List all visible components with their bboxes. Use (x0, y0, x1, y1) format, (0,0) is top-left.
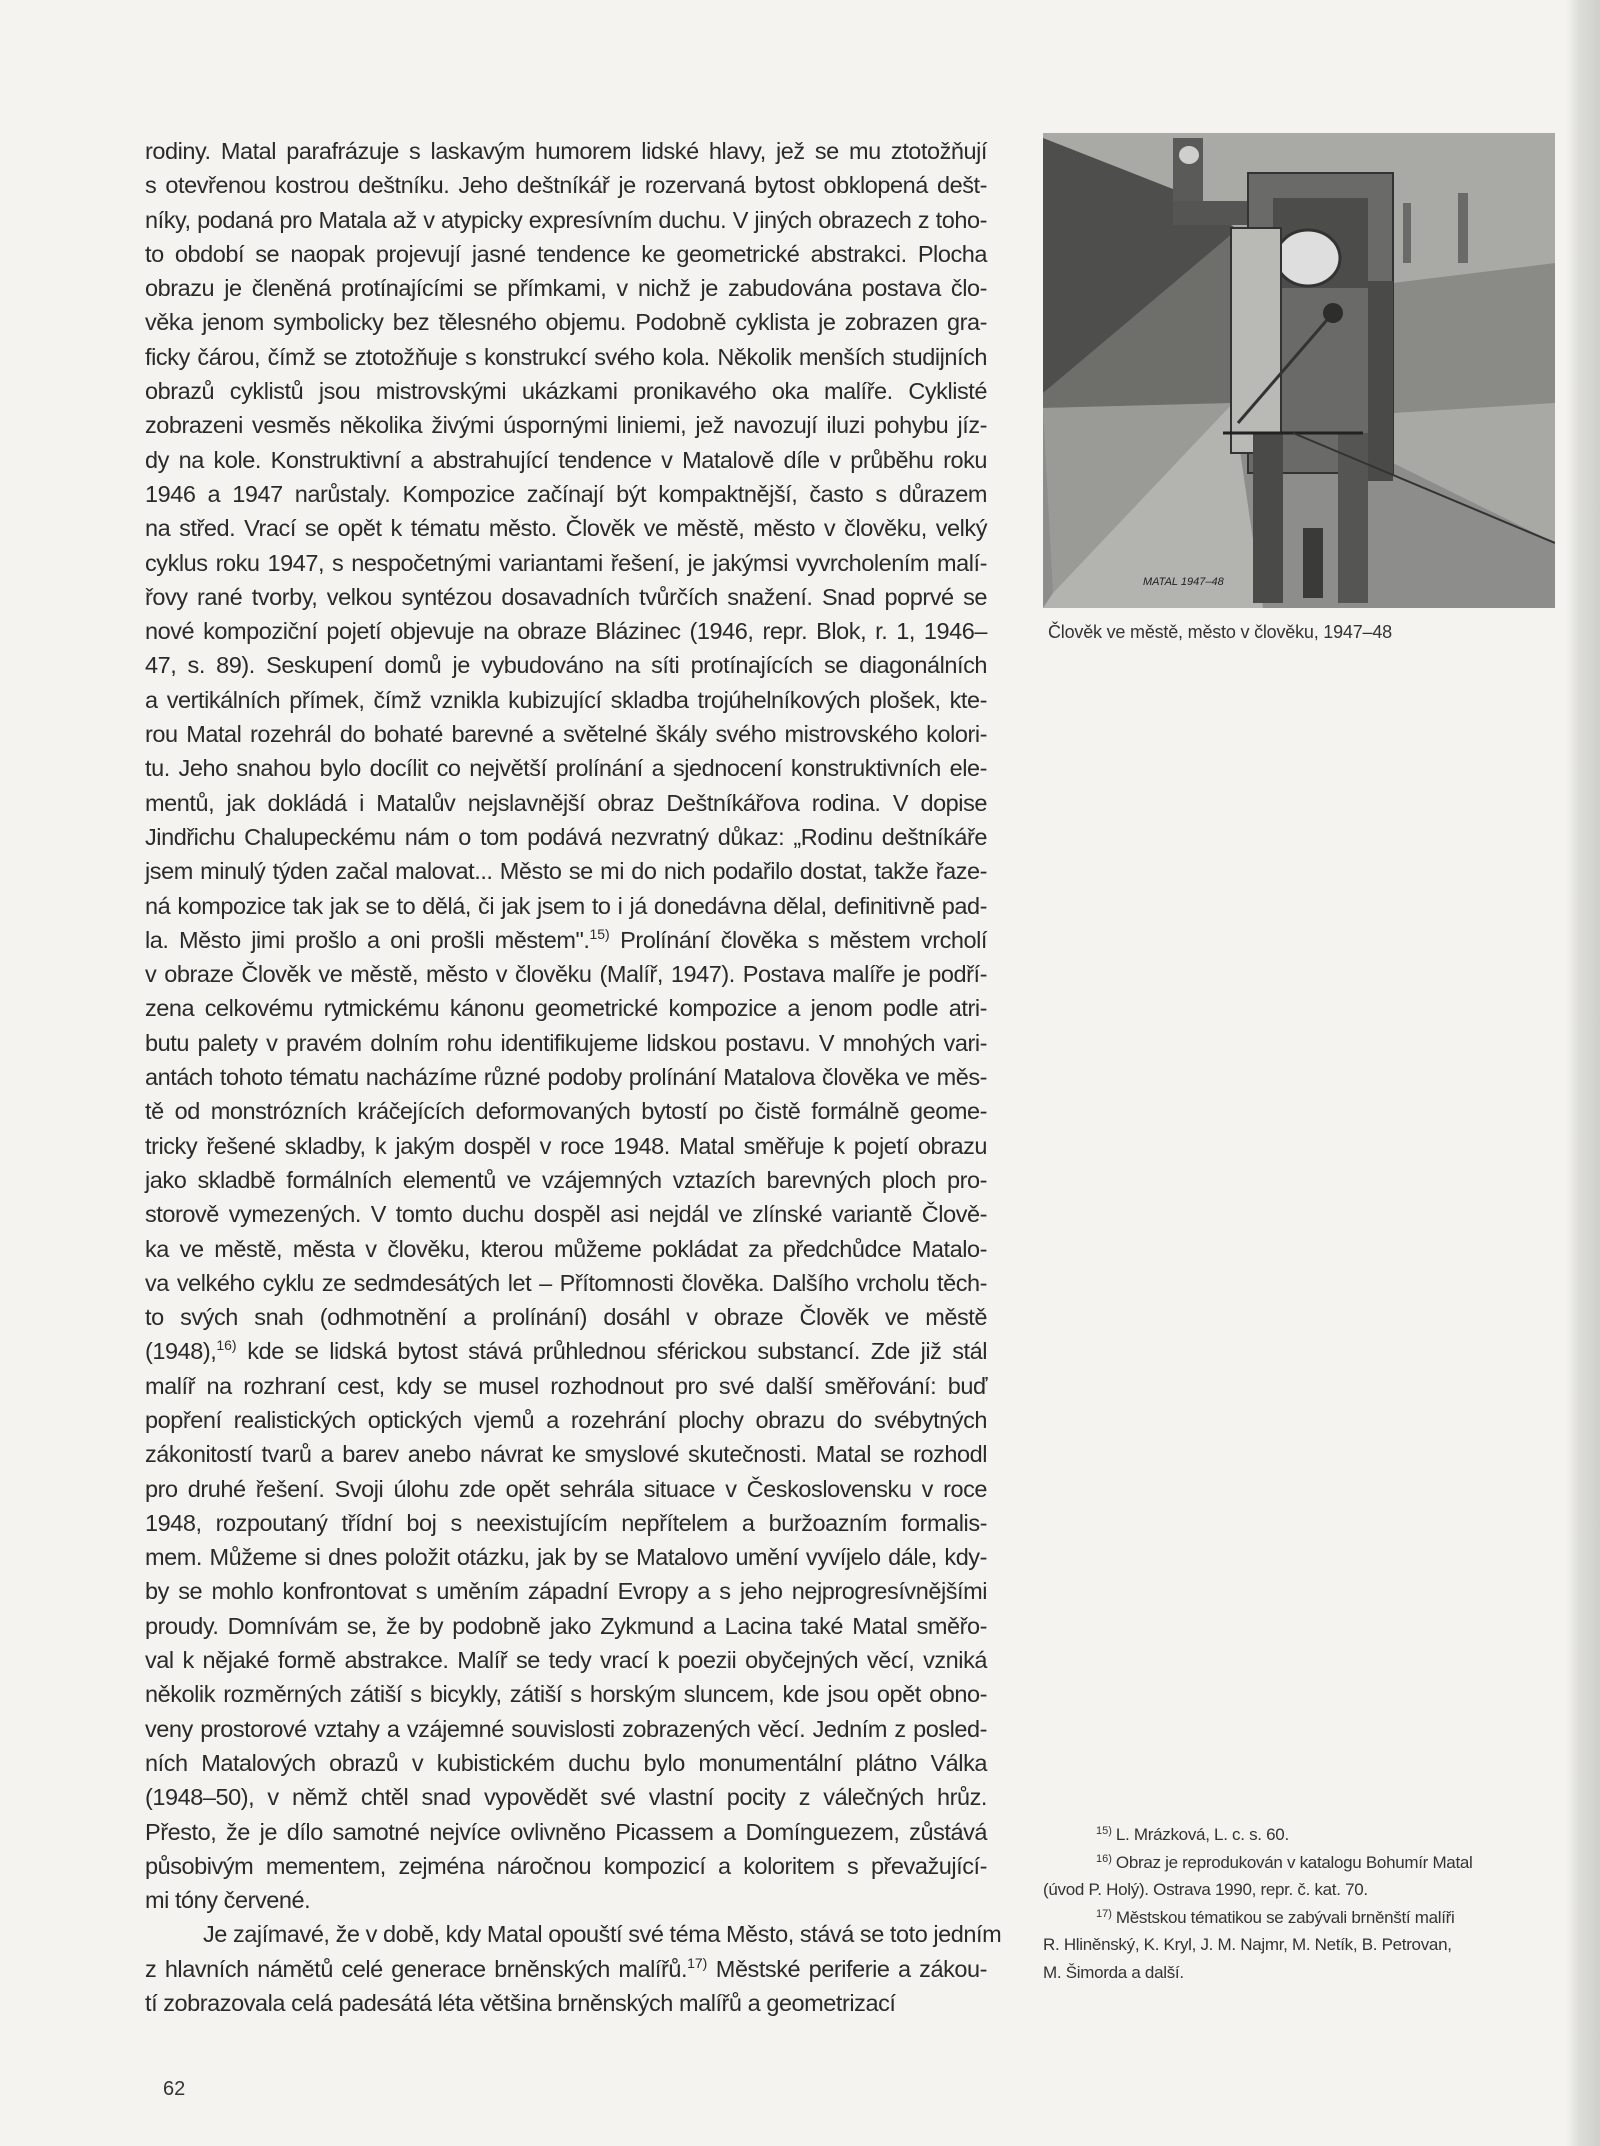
line-text: Jindřichu Chalupeckému nám o tom podává nezvratný důkaz: „Rodinu deštníkáře (145, 823, 987, 850)
body-text-line (145, 1232, 987, 1266)
body-text-line (145, 648, 987, 682)
figure-caption: Člověk ve městě, město v člověku, 1947–48 (1048, 622, 1392, 642)
line-text: Je zajímavé, že v době, kdy Matal opouští své téma Město, stává se toto jedním (203, 1921, 1002, 1948)
painting-reproduction (1043, 133, 1555, 608)
line-text: několik rozměrných zátiší s bicykly, zátiší s horským sluncem, kde jsou opět obno- (145, 1681, 987, 1708)
body-text-line (145, 1129, 987, 1163)
body-text-line (145, 305, 987, 339)
body-text-line (145, 923, 987, 957)
footnote-line (1043, 1876, 1563, 1904)
body-text-line (145, 1266, 987, 1300)
body-text-line (145, 1403, 987, 1437)
body-text-line (145, 957, 987, 991)
line-text: rou Matal rozehrál do bohaté barevné a světelné škály svého mistrovského kolori- (145, 721, 987, 748)
body-text-line (145, 1780, 987, 1814)
body-text-line (145, 820, 987, 854)
body-text-column (145, 134, 1002, 2020)
body-text-line (145, 1952, 987, 1986)
body-text-line (145, 1197, 987, 1231)
body-text-line (145, 1917, 1002, 1951)
line-text: storově vymezených. V tomto duchu dospěl asi nejdál ve zlínské variantě Člově- (145, 1201, 987, 1228)
footnote-line (1043, 1821, 1563, 1849)
body-text-line (145, 168, 987, 202)
line-text: z hlavních námětů celé generace brněnských malířů. (145, 1955, 688, 1982)
body-text-line (145, 1300, 987, 1334)
footnote-number: 15) (1096, 1825, 1112, 1837)
line-text: veny prostorové vztahy a vzájemné souvislosti zobrazených věcí. Jedním z posled- (145, 1715, 987, 1742)
footnote-reference: 16) (216, 1337, 237, 1354)
page-number: 62 (163, 2078, 186, 2100)
line-text: ka ve městě, města v člověku, kterou můžeme pokládat za předchůdce Matalo- (145, 1235, 987, 1262)
line-text: ních Matalových obrazů v kubistickém duchu bylo monumentální plátno Válka (145, 1749, 987, 1776)
line-text: antách tohoto tématu nacházíme různé podoby prolínání Matalova člověka ve měs- (145, 1064, 987, 1091)
line-text: zena celkovému rytmickému kánonu geometrické kompozice a jenom podle atri- (145, 995, 987, 1022)
footnotes (1043, 1821, 1563, 1986)
line-text: Městské periferie a zákou- (707, 1955, 988, 1982)
footnote-line (1043, 1849, 1563, 1877)
line-text: proudy. Domnívám se, že by podobně jako Zykmund a Lacina také Matal směřo- (145, 1612, 987, 1639)
line-text: obrazu je členěná protínajícími se přímkami, v nichž je zabudována postava člo- (145, 275, 987, 302)
body-text-line (145, 1163, 987, 1197)
body-text-line (145, 1094, 987, 1128)
line-text: kde se lidská bytost stává průhlednou sférickou substancí. Zde již stál (236, 1338, 987, 1365)
body-text-line (145, 751, 987, 785)
footnote-number: 17) (1096, 1907, 1112, 1920)
line-text: (1948), (145, 1338, 217, 1365)
line-text: zákonitostí tvarů a barev anebo návrat ke smyslové skutečnosti. Matal se rozhodl (145, 1441, 987, 1468)
body-text-line (145, 991, 987, 1025)
body-text-line (145, 511, 987, 545)
footnote-reference: 15) (589, 925, 610, 942)
body-text-line (145, 1369, 987, 1403)
body-text-line (145, 1060, 987, 1094)
line-text: v obraze Člověk ve městě, město v člověku (Malíř, 1947). Postava malíře je podří- (145, 961, 987, 988)
line-text: rodiny. Matal parafrázuje s laskavým humorem lidské hlavy, jež se mu ztotožňují (145, 138, 987, 164)
body-text-line (145, 1472, 987, 1506)
line-text: 47, s. 89). Seskupení domů je vybudováno na síti protínajících se diagonálních (145, 652, 987, 679)
body-text-line (145, 1334, 987, 1368)
line-text: dy na kole. Konstruktivní a abstrahující tendence v Matalově díle v průběhu roku (145, 446, 987, 473)
body-text-line (145, 1677, 987, 1711)
body-text-line (145, 443, 987, 477)
footnote-text: M. Šimorda a další. (1043, 1962, 1184, 1982)
body-text-line (145, 1609, 987, 1643)
footnote-text: (úvod P. Holý). Ostrava 1990, repr. č. kat. 70. (1043, 1880, 1368, 1899)
body-text-line (145, 854, 987, 888)
body-text-line (145, 271, 987, 305)
body-text-line (145, 134, 987, 168)
body-text-line (145, 546, 987, 580)
line-text: na střed. Vrací se opět k tématu město. Člověk ve městě, město v člověku, velký (145, 515, 987, 542)
body-text-line (145, 1986, 987, 2020)
body-text-line (145, 717, 987, 751)
body-text-line (145, 1815, 987, 1849)
line-text: tí zobrazovala celá padesátá léta většina brněnských malířů a geometrizací (145, 1990, 896, 2017)
body-text-line (145, 203, 987, 237)
body-text-line (145, 614, 987, 648)
line-text: 1946 a 1947 narůstaly. Kompozice začínají být kompaktnější, často s důrazem (145, 480, 987, 507)
body-text-line (145, 408, 987, 442)
footnote-number: 16) (1096, 1852, 1112, 1865)
body-text-line (145, 374, 987, 408)
body-text-line (145, 340, 987, 374)
line-text: mentů, jak dokládá i Matalův nejslavnější obraz Deštníkářova rodina. V dopise (145, 789, 987, 816)
footnote-text: R. Hliněnský, K. Kryl, J. M. Najmr, M. Netík, B. Petrovan, (1043, 1935, 1452, 1954)
body-text-line (145, 477, 987, 511)
body-text-line (145, 1437, 987, 1471)
body-text-line (145, 237, 987, 271)
line-text: cyklus roku 1947, s nespočetnými variantami řešení, je jakýmsi vyvrcholením malí- (145, 549, 987, 576)
line-text: Prolínání člověka s městem vrcholí (609, 926, 987, 953)
line-text: ficky čárou, čímž se ztotožňuje s konstrukcí svého kola. Několik menších studijních (145, 343, 987, 370)
line-text: va velkého cyklu ze sedmdesátých let – Přítomnosti člověka. Dalšího vrcholu těch- (145, 1269, 987, 1296)
line-text: to svých snah (odhmotnění a prolínání) dosáhl v obraze Člověk ve městě (145, 1304, 987, 1331)
line-text: jsem minulý týden začal malovat... Město se mi do nich podařilo dostat, takže řaze- (145, 858, 987, 885)
body-text-line (145, 1883, 987, 1917)
footnote-line (1043, 1931, 1563, 1959)
body-text-line (145, 1506, 987, 1540)
body-text-line (145, 1026, 987, 1060)
body-text-line (145, 889, 987, 923)
body-text-line (145, 1643, 987, 1677)
body-text-line (145, 683, 987, 717)
line-text: jako skladbě formálních elementů ve vzájemných vztazích barevných ploch pro- (145, 1166, 987, 1193)
line-text: to období se naopak projevují jasné tendence ke geometrické abstrakci. Plocha (145, 240, 987, 267)
line-text: (1948–50), v němž chtěl snad vypovědět své vlastní pocity z válečných hrůz. (145, 1784, 987, 1811)
footnote-text: L. Mrázková, L. c. s. 60. (1115, 1825, 1289, 1844)
line-text: Přesto, že je dílo samotné nejvíce ovlivněno Picassem a Domínguezem, zůstává (145, 1818, 987, 1845)
line-text: zobrazeni vesměs několika živými úspornými liniemi, jež navozují iluzi pohybu jíz- (145, 412, 987, 439)
painting-signature: MATAL 1947–48 (1143, 576, 1224, 588)
body-text-line (145, 1540, 987, 1574)
body-text-line (145, 580, 987, 614)
line-text: působivým mementem, zejména náročnou kompozicí a koloritem s převažující- (145, 1852, 987, 1879)
line-text: ná kompozice tak jak se to dělá, či jak jsem to i já donedávna dělal, definitivně pad- (145, 892, 987, 919)
footnote-line (1043, 1904, 1563, 1932)
line-text: butu palety v pravém dolním rohu identifikujeme lidskou postavu. V mnohých vari- (145, 1029, 987, 1056)
line-text: by se mohlo konfrontovat s uměním západní Evropy a s jeho nejprogresívnějšími (145, 1578, 987, 1605)
line-text: věka jenom symbolicky bez tělesného objemu. Podobně cyklista je zobrazen gra- (145, 309, 987, 336)
page-edge-shadow (1566, 0, 1600, 2146)
line-text: obrazů cyklistů jsou mistrovskými ukázkami pronikavého oka malíře. Cyklisté (145, 378, 987, 405)
line-text: popření realistických optických vjemů a rozehrání plochy obrazu do svébytných (145, 1406, 987, 1433)
body-text-line (145, 1849, 987, 1883)
body-text-line (145, 1712, 987, 1746)
line-text: tu. Jeho snahou bylo docílit co největší prolínání a sjednocení konstruktivních ele- (145, 755, 987, 782)
line-text: nové kompoziční pojetí objevuje na obraze Blázinec (1946, repr. Blok, r. 1, 1946– (145, 618, 987, 645)
line-text: 1948, rozpoutaný třídní boj s neexistujícím nepřítelem a buržoazním formalis- (145, 1509, 987, 1536)
footnote-text: Obraz je reprodukován v katalogu Bohumír Matal (1115, 1852, 1473, 1872)
line-text: mem. Můžeme si dnes položit otázku, jak by se Matalovo umění vyvíjelo dále, kdy- (145, 1544, 987, 1571)
line-text: níky, podaná pro Matala až v atypicky expresívním duchu. V jiných obrazech z toho- (145, 206, 987, 233)
body-text-line (145, 1746, 987, 1780)
footnote-line (1043, 1959, 1563, 1987)
body-text-line (145, 786, 987, 820)
line-text: a vertikálních přímek, čímž vznikla kubizující skladba trojúhelníkových plošek, kte- (145, 686, 987, 713)
footnote-text: Městskou tématikou se zabývali brněnští malíři (1115, 1907, 1455, 1927)
line-text: s otevřenou kostrou deštníku. Jeho deštníkář je rozervaná bytost obklopená dešt- (145, 172, 987, 199)
line-text: tě od monstrózních kráčejících deformovaných bytostí po čistě formálně geome- (145, 1098, 987, 1125)
line-text: mi tóny červené. (145, 1887, 311, 1914)
line-text: val k nějaké formě abstrakce. Malíř se tedy vrací k poezii obyčejných věcí, vzniká (145, 1647, 987, 1674)
body-text-line (145, 1574, 987, 1608)
line-text: malíř na rozhraní cest, kdy se musel rozhodnout pro své další směřování: buď (145, 1372, 987, 1399)
footnote-reference: 17) (687, 1954, 708, 1971)
line-text: tricky řešené skladby, k jakým dospěl v roce 1948. Matal směřuje k pojetí obrazu (145, 1132, 987, 1159)
line-text: la. Město jimi prošlo a oni prošli městem". (145, 926, 590, 953)
line-text: pro druhé řešení. Svoji úlohu zde opět sehrála situace v Československu v roce (145, 1475, 987, 1502)
line-text: řovy rané tvorby, velkou syntézou dosavadních tvůrčích snažení. Snad poprvé se (145, 583, 987, 610)
